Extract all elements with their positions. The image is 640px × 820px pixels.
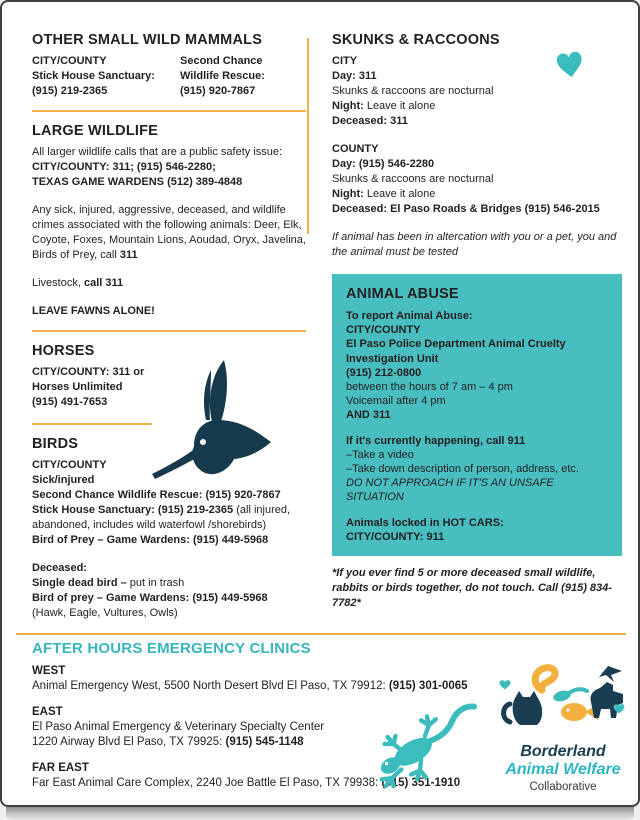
section-title: LARGE WILDLIFE (32, 123, 159, 139)
region-label: CITY (332, 55, 358, 67)
region-label: EAST (32, 706, 63, 718)
region-label: COUNTY (332, 143, 379, 155)
section-large-wildlife (32, 123, 306, 319)
report-line: To report Animal Abuse: (346, 310, 473, 322)
phone-line: Bird of Prey – Game Wardens: (915) 449-5968 (32, 534, 269, 546)
deceased-line: Deceased: 311 (332, 115, 408, 127)
voicemail-line: Voicemail after 4 pm (346, 395, 446, 408)
intro-text: All larger wildlife calls that are a public safety issue: (32, 146, 283, 158)
deceased-wildlife-footnote: *If you ever find 5 or more deceased small wildlife, rabbits or birds together, do not touch. Call (915) 834-7782* (332, 567, 612, 610)
clinic-line: Far East Animal Care Complex, 2240 Joe Battle El Paso, TX 79938: (915) 351-1910 (32, 777, 461, 789)
region-label: CITY/COUNTY (346, 324, 421, 337)
logo-name-line1: Borderland (520, 743, 606, 760)
logo-name-line2: Animal Welfare (505, 761, 621, 778)
altercation-note: If animal has been in altercation with you or a pet, you and the animal must be tested (332, 231, 617, 258)
section-title: OTHER SMALL WILD MAMMALS (32, 32, 263, 48)
clinic-line: Animal Emergency West, 5500 North Desert Blvd El Paso, TX 79912: (915) 301-0065 (32, 680, 468, 692)
section-title: AFTER HOURS EMERGENCY CLINICS (32, 640, 311, 657)
step-line: –Take a video (346, 448, 414, 461)
org-name: Stick House Sanctuary: (32, 70, 155, 82)
org-name: Horses Unlimited (32, 381, 123, 393)
sick-injured-label: Sick/injured (32, 474, 95, 486)
phone-line: CITY/COUNTY: 311; (915) 546-2280; (32, 161, 216, 173)
nocturnal-note: Skunks & raccoons are nocturnal (332, 85, 494, 97)
deceased-label: Deceased: (32, 562, 88, 574)
section-skunks-raccoons (332, 32, 622, 260)
left-column (32, 32, 306, 621)
phone-line: Bird of prey – Game Wardens: (915) 449-5968 (32, 592, 268, 604)
column-divider-line (307, 38, 309, 234)
borderland-logo (494, 660, 632, 794)
section-divider (32, 423, 152, 425)
section-title: ANIMAL ABUSE (346, 286, 459, 302)
and-311-line: AND 311 (346, 409, 391, 422)
section-title: BIRDS (32, 436, 79, 452)
hot-cars-phone: CITY/COUNTY: 911 (346, 530, 445, 543)
happening-line: If it's currently happening, call 911 (346, 434, 526, 447)
single-bird-line: Single dead bird – put in trash (32, 577, 185, 589)
night-line: Night: Leave it alone (332, 188, 436, 200)
section-title: HORSES (32, 343, 95, 359)
day-line: Day: (915) 546-2280 (332, 158, 435, 170)
region-label: WEST (32, 665, 66, 677)
phone-number: (915) 920-7867 (180, 85, 256, 97)
species-list: (Hawk, Eagle, Vultures, Owls) (32, 607, 178, 619)
section-title: SKUNKS & RACCOONS (332, 32, 500, 48)
clinic-line: El Paso Animal Emergency & Veterinary Specialty Center (32, 721, 325, 733)
fawns-warning: LEAVE FAWNS ALONE! (32, 305, 155, 317)
phone-number: (915) 212-0800 (346, 366, 422, 379)
wildlife-paragraph: Any sick, injured, aggressive, deceased, and wildlife crimes associated with the following animals: Deer, Elk, Coyote, Foxes, Mountain Lions, Aoudad, Oryx, Javelina, Birds of Prey, call 311 (32, 204, 306, 261)
day-line: Day: 311 (332, 70, 377, 82)
region-label: CITY/COUNTY (32, 459, 107, 471)
region-label: CITY/COUNTY (32, 55, 107, 67)
phone-line: TEXAS GAME WARDENS (512) 389-4848 (32, 176, 243, 188)
step-line: –Take down description of person, address, etc. (346, 463, 579, 476)
right-column (332, 32, 622, 611)
unit-name: El Paso Police Department Animal Cruelty Investigation Unit (346, 338, 566, 365)
phone-line: CITY/COUNTY: 311 or (32, 366, 145, 378)
logo-name-line3: Collaborative (529, 781, 597, 793)
page-shadow (6, 807, 634, 820)
hours-line: between the hours of 7 am – 4 pm (346, 381, 513, 394)
phone-line: Stick House Sanctuary: (915) 219-2365 (all injured, abandoned, includes wild waterfowl /shorebirds) (32, 504, 291, 531)
phone-number: (915) 491-7653 (32, 396, 108, 408)
bottom-section-divider (16, 633, 626, 635)
region-label: FAR EAST (32, 762, 89, 774)
deceased-line: Deceased: El Paso Roads & Bridges (915) 546-2015 (332, 203, 600, 215)
section-divider (32, 330, 306, 332)
nocturnal-note: Skunks & raccoons are nocturnal (332, 173, 494, 185)
gecko-icon (364, 692, 480, 788)
phone-line: Second Chance Wildlife Rescue: (915) 920-7867 (32, 489, 281, 501)
logo-animals-icon (496, 660, 630, 738)
org-name: Wildlife Rescue: (180, 70, 265, 82)
org-name: Second Chance (180, 55, 263, 67)
hummingbird-icon (150, 358, 274, 508)
contact-columns (32, 54, 306, 99)
livestock-line: Livestock, call 311 (32, 277, 124, 289)
night-line: Night: Leave it alone (332, 100, 436, 112)
hot-cars-line: Animals locked in HOT CARS: (346, 516, 504, 529)
animal-abuse-box (332, 274, 622, 556)
section-other-small-wild-mammals (32, 32, 306, 99)
phone-number: (915) 219-2365 (32, 85, 108, 97)
clinic-line: 1220 Airway Blvd El Paso, TX 79925: (915) 545-1148 (32, 736, 304, 748)
unsafe-warning: DO NOT APPROACH IF IT'S AN UNSAFE SITUATION (346, 477, 554, 504)
section-divider (32, 110, 306, 112)
